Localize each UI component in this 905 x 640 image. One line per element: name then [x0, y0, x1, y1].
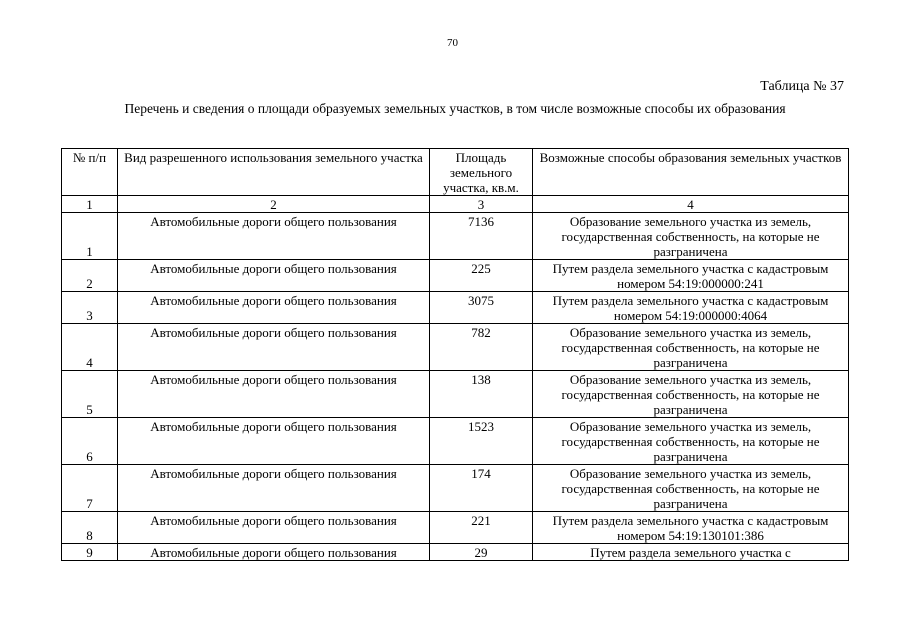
row-permitted-use: Автомобильные дороги общего пользования	[118, 371, 430, 418]
row-formation-method: Путем раздела земельного участка с	[533, 544, 849, 561]
header-area: Площадь земельного участка, кв.м.	[430, 149, 533, 196]
column-index: 2	[118, 196, 430, 213]
table-caption: Перечень и сведения о площади образуемых земельных участков, в том числе возможные способы их образования	[124, 101, 786, 116]
row-area: 3075	[430, 292, 533, 324]
row-formation-method: Образование земельного участка из земель, государственная собственность, на которые не разграничена	[533, 465, 849, 512]
row-area: 221	[430, 512, 533, 544]
header-use: Вид разрешенного использования земельного участка	[118, 149, 430, 196]
row-formation-method: Путем раздела земельного участка с кадастровым номером 54:19:000000:4064	[533, 292, 849, 324]
row-permitted-use: Автомобильные дороги общего пользования	[118, 292, 430, 324]
row-number: 9	[62, 544, 118, 561]
row-number: 4	[62, 324, 118, 371]
column-index-row	[62, 196, 849, 213]
row-formation-method: Образование земельного участка из земель, государственная собственность, на которые не разграничена	[533, 324, 849, 371]
table-row	[62, 418, 849, 465]
column-index: 4	[533, 196, 849, 213]
table-header-row	[62, 149, 849, 196]
header-method: Возможные способы образования земельных участков	[533, 149, 849, 196]
row-formation-method: Путем раздела земельного участка с кадастровым номером 54:19:000000:241	[533, 260, 849, 292]
row-number: 7	[62, 465, 118, 512]
row-area: 7136	[430, 213, 533, 260]
table-row	[62, 213, 849, 260]
row-formation-method: Образование земельного участка из земель, государственная собственность, на которые не разграничена	[533, 371, 849, 418]
row-number: 3	[62, 292, 118, 324]
row-number: 2	[62, 260, 118, 292]
column-index: 1	[62, 196, 118, 213]
table-row	[62, 512, 849, 544]
land-plots-table	[61, 148, 849, 561]
row-formation-method: Образование земельного участка из земель, государственная собственность, на которые не разграничена	[533, 418, 849, 465]
table-row	[62, 260, 849, 292]
row-formation-method: Путем раздела земельного участка с кадастровым номером 54:19:130101:386	[533, 512, 849, 544]
row-area: 174	[430, 465, 533, 512]
row-permitted-use: Автомобильные дороги общего пользования	[118, 260, 430, 292]
row-area: 782	[430, 324, 533, 371]
table-row	[62, 544, 849, 561]
row-area: 29	[430, 544, 533, 561]
row-number: 5	[62, 371, 118, 418]
row-number: 1	[62, 213, 118, 260]
row-permitted-use: Автомобильные дороги общего пользования	[118, 544, 430, 561]
table-row	[62, 371, 849, 418]
row-permitted-use: Автомобильные дороги общего пользования	[118, 213, 430, 260]
header-number: № п/п	[62, 149, 118, 196]
table-row	[62, 324, 849, 371]
page-number: 70	[447, 37, 458, 49]
row-number: 8	[62, 512, 118, 544]
row-formation-method: Образование земельного участка из земель, государственная собственность, на которые не разграничена	[533, 213, 849, 260]
table-row	[62, 292, 849, 324]
row-permitted-use: Автомобильные дороги общего пользования	[118, 512, 430, 544]
row-area: 225	[430, 260, 533, 292]
column-index: 3	[430, 196, 533, 213]
row-permitted-use: Автомобильные дороги общего пользования	[118, 418, 430, 465]
table-label: Таблица № 37	[760, 79, 844, 94]
row-permitted-use: Автомобильные дороги общего пользования	[118, 465, 430, 512]
row-number: 6	[62, 418, 118, 465]
row-permitted-use: Автомобильные дороги общего пользования	[118, 324, 430, 371]
table-row	[62, 465, 849, 512]
row-area: 1523	[430, 418, 533, 465]
row-area: 138	[430, 371, 533, 418]
